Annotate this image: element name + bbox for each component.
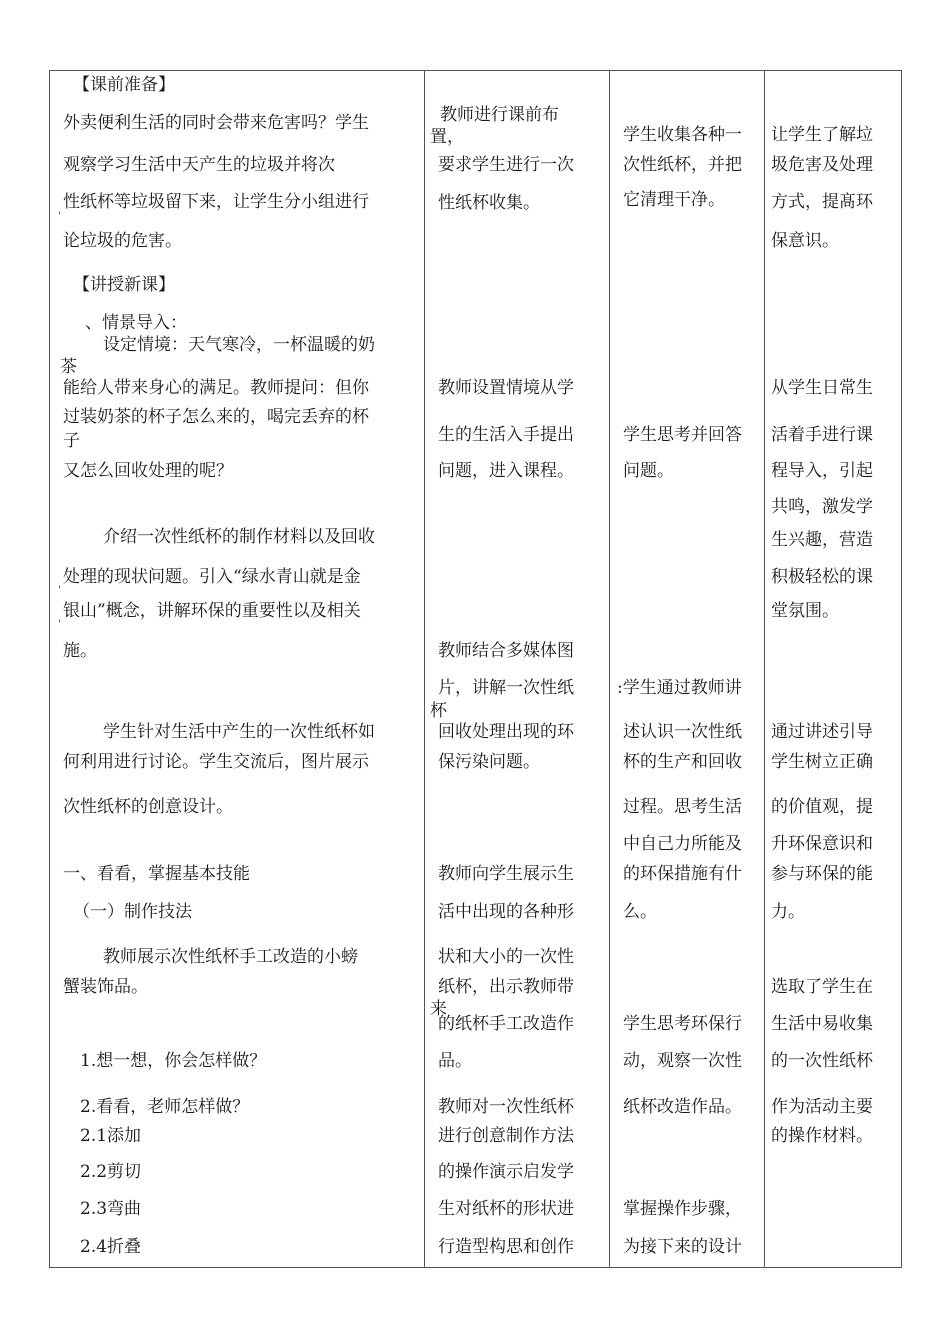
table-border-bottom xyxy=(49,1267,902,1268)
text-line: 杯 xyxy=(430,701,447,721)
text-line: 生活中易收集 xyxy=(771,1014,873,1034)
text-line: 次性纸杯的创意设计。 xyxy=(63,797,233,817)
text-line: 学生树立正确 xyxy=(771,752,873,772)
text-line: 学生针对生活中产生的一次性纸杯如 xyxy=(103,722,375,742)
text-line: 一、看看，掌握基本技能 xyxy=(63,864,250,884)
text-line: 掌握操作步骤， xyxy=(623,1199,742,1219)
text-line: 参与环保的能 xyxy=(771,864,873,884)
scan-mark: ' xyxy=(58,211,61,222)
text-line: 行造型构思和创作 xyxy=(438,1237,574,1257)
text-line: 共鸣，激发学 xyxy=(771,497,873,517)
text-line: 又怎么回收处理的呢？ xyxy=(63,461,233,481)
text-line: （一）制作技法 xyxy=(73,902,192,922)
text-line: 子 xyxy=(63,431,80,451)
text-line: 来 xyxy=(430,999,447,1019)
text-line: 纸杯，出示教师带 xyxy=(438,977,574,997)
column-divider-2 xyxy=(609,70,610,1268)
text-line: 从学生日常生 xyxy=(771,378,873,398)
text-line: 【课前准备】 xyxy=(73,75,175,95)
scan-mark: ' xyxy=(58,619,61,630)
text-line: 程导入，引起 xyxy=(771,461,873,481)
text-line: 的一次性纸杯 xyxy=(771,1051,873,1071)
scan-mark: ' xyxy=(58,585,61,596)
text-line: 保意识。 xyxy=(771,231,839,251)
text-line: 茶 xyxy=(60,357,77,377)
text-line: 性纸杯等垃圾留下来，让学生分小组进行 xyxy=(63,192,369,212)
text-line: 让学生了解垃 xyxy=(771,125,873,145)
table-border-left xyxy=(49,70,50,1268)
text-line: 活中出现的各种形 xyxy=(438,902,574,922)
table-border-right xyxy=(901,70,902,1268)
text-line: 生对纸杯的形状进 xyxy=(438,1199,574,1219)
column-divider-3 xyxy=(764,70,765,1268)
text-line: 、情景导入： xyxy=(85,313,187,333)
text-line: 能给人带来身心的满足。教师提问：但你 xyxy=(63,378,369,398)
text-line: 活着手进行课 xyxy=(771,425,873,445)
text-line: 学生思考环保行 xyxy=(623,1014,742,1034)
text-line: 述认识一次性纸 xyxy=(623,722,742,742)
text-line: 的操作材料。 xyxy=(771,1126,873,1146)
column-divider-1 xyxy=(424,70,425,1268)
text-line: 教师向学生展示生 xyxy=(438,864,574,884)
text-line: 学生思考并回答 xyxy=(623,425,742,445)
text-line: 问题。 xyxy=(623,461,674,481)
text-line: 升环保意识和 xyxy=(771,834,873,854)
text-line: 何利用进行讨论。学生交流后，图片展示 xyxy=(63,752,369,772)
table-border-top xyxy=(49,70,902,71)
text-line: 纸杯改造作品。 xyxy=(623,1097,742,1117)
text-line: 性纸杯收集。 xyxy=(438,193,540,213)
text-line: 过装奶茶的杯子怎么来的，喝完丢弃的杯 xyxy=(63,407,369,427)
text-line: 保污染问题。 xyxy=(438,752,540,772)
text-line: 积极轻松的课 xyxy=(771,567,873,587)
text-line: 的价值观，提 xyxy=(771,797,873,817)
text-line: 2.1添加 xyxy=(80,1126,142,1146)
text-line: 它清理干净。 xyxy=(623,190,725,210)
text-line: 蟹装饰品。 xyxy=(63,977,148,997)
text-line: 圾危害及处理 xyxy=(771,155,873,175)
text-line: 2.2剪切 xyxy=(80,1162,142,1182)
text-line: 过程。思考生活 xyxy=(623,797,742,817)
text-line: 为接下来的设计 xyxy=(623,1237,742,1257)
text-line: 2.4折叠 xyxy=(80,1237,142,1257)
text-line: 学生收集各种一 xyxy=(623,125,742,145)
text-line: 选取了学生在 xyxy=(771,977,873,997)
text-line: 生兴趣，营造 xyxy=(771,530,873,550)
text-line: 品。 xyxy=(438,1051,472,1071)
text-line: 的纸杯手工改造作 xyxy=(438,1014,574,1034)
text-line: 教师展示次性纸杯手工改造的小螃 xyxy=(103,947,358,967)
text-line: 作为活动主要 xyxy=(771,1097,873,1117)
text-line: 2.看看，老师怎样做？ xyxy=(80,1097,250,1117)
text-line: 教师设置情境从学 xyxy=(438,378,574,398)
text-line: 动，观察一次性 xyxy=(623,1051,742,1071)
text-line: 通过讲述引导 xyxy=(771,722,873,742)
text-line: 处理的现状问题。引入“绿水青山就是金 xyxy=(63,567,361,587)
text-line: 教师结合多媒体图 xyxy=(438,641,574,661)
text-line: 回收处理出现的环 xyxy=(438,722,574,742)
text-line: 观察学习生活中天产生的垃圾并将次 xyxy=(63,155,335,175)
text-line: 生的生活入手提出 xyxy=(438,425,574,445)
text-line: 2.3弯曲 xyxy=(80,1199,142,1219)
text-line: 教师对一次性纸杯 xyxy=(438,1097,574,1117)
text-line: 次性纸杯，并把 xyxy=(623,155,742,175)
text-line: 施。 xyxy=(63,641,97,661)
text-line: :学生通过教师讲 xyxy=(617,678,742,698)
text-line: 的环保措施有什 xyxy=(623,864,742,884)
text-line: 片，讲解一次性纸 xyxy=(438,678,574,698)
text-line: 进行创意制作方法 xyxy=(438,1126,574,1146)
text-line: 方式，提髙环 xyxy=(771,192,873,212)
text-line: 【讲授新课】 xyxy=(73,275,175,295)
text-line: 置， xyxy=(430,127,464,147)
text-line: 外卖便利生活的同时会带来危害吗？学生 xyxy=(63,113,369,133)
text-line: 力。 xyxy=(771,902,805,922)
text-line: 问题，进入课程。 xyxy=(438,461,574,481)
text-line: 1.想一想，你会怎样做？ xyxy=(80,1051,267,1071)
text-line: 介绍一次性纸杯的制作材料以及回收 xyxy=(103,527,375,547)
text-line: 银山”概念，讲解环保的重要性以及相关 xyxy=(63,601,361,621)
text-line: 中自己力所能及 xyxy=(623,834,742,854)
text-line: 状和大小的一次性 xyxy=(438,947,574,967)
text-line: 的操作演示启发学 xyxy=(438,1162,574,1182)
text-line: 教师进行课前布 xyxy=(440,105,559,125)
text-line: 堂氛围。 xyxy=(771,601,839,621)
text-line: 设定情境：天气寒冷，一杯温暖的奶 xyxy=(103,335,375,355)
text-line: 杯的生产和回收 xyxy=(623,752,742,772)
text-line: 要求学生进行一次 xyxy=(438,155,574,175)
text-line: 论垃圾的危害。 xyxy=(63,231,182,251)
text-line: 么。 xyxy=(623,902,657,922)
